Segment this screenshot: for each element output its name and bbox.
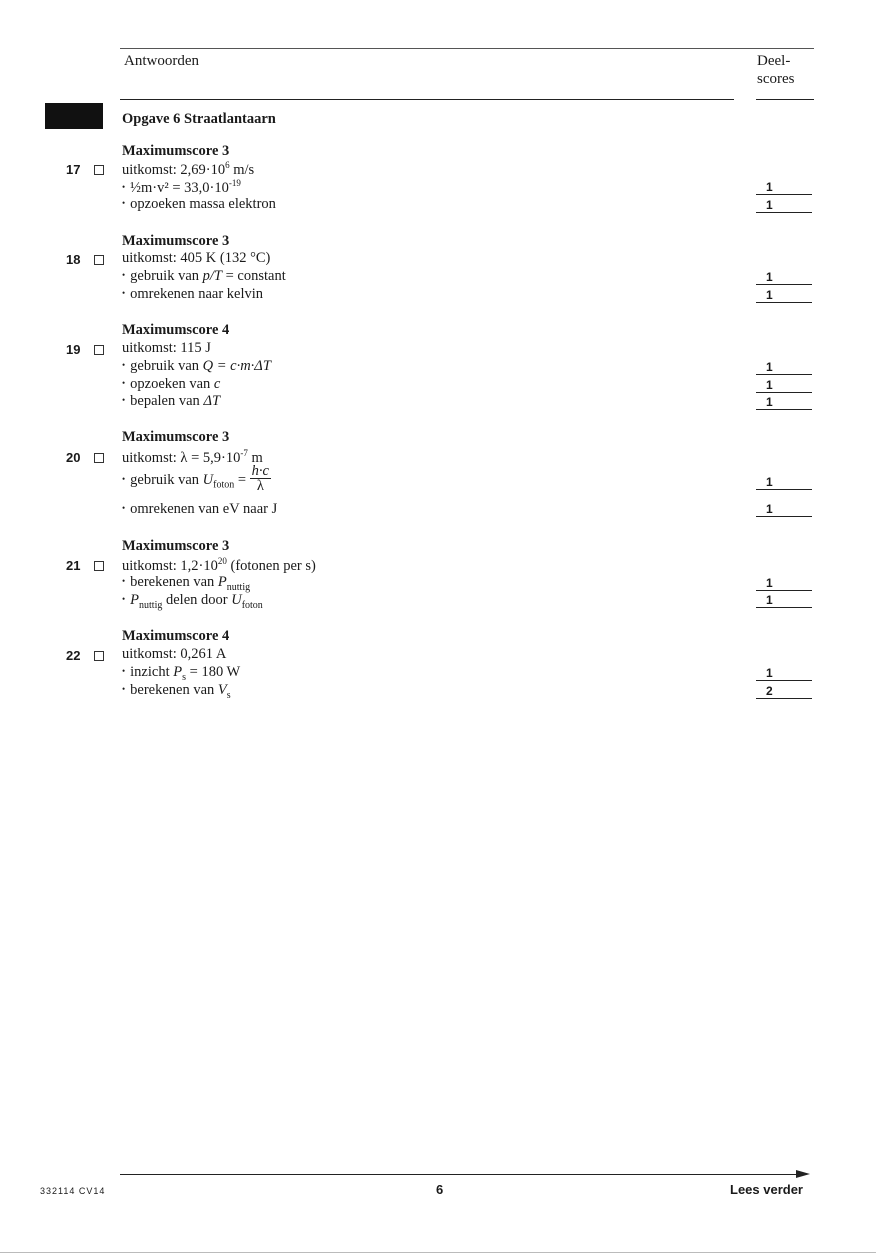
- bullet-21-1: • berekenen van $P_{nuttig}$: [122, 574, 250, 593]
- question-number-20: 20: [66, 450, 81, 465]
- max-score-21: Maximumscore 3: [122, 538, 230, 554]
- header-bottom-rule-right: [756, 99, 814, 100]
- header-deelscores-line1: Deel-: [757, 53, 791, 69]
- header-answers-label: Antwoorden: [124, 53, 199, 69]
- score-17-1: 1: [756, 178, 812, 195]
- score-18-2: 1: [756, 286, 812, 303]
- score-19-1: 1: [756, 358, 812, 375]
- question-number-22: 22: [66, 648, 81, 663]
- checkbox-22[interactable]: [94, 651, 104, 661]
- question-number-18: 18: [66, 252, 81, 267]
- bullet-19-1: • gebruik van Q = c·m·ΔT: [122, 358, 271, 375]
- result-18: uitkomst: 405 K (132 °C): [122, 250, 271, 266]
- max-score-17: Maximumscore 3: [122, 143, 230, 159]
- result-21: uitkomst: $1,2\cdot 10^{20}$ (fotonen per s): [122, 556, 316, 574]
- score-22-2: 2: [756, 682, 812, 699]
- max-score-18: Maximumscore 3: [122, 233, 230, 249]
- max-score-19: Maximumscore 4: [122, 322, 230, 338]
- question-number-21: 21: [66, 558, 81, 573]
- score-17-2: 1: [756, 196, 812, 213]
- section-title: Opgave 6 Straatlantaarn: [122, 111, 276, 127]
- bullet-19-3: • bepalen van ΔT: [122, 393, 220, 410]
- bullet-17-1: • ½m·v² = $33,0\cdot 10^{-19}$: [122, 178, 241, 197]
- header-deelscores-line2: scores: [757, 71, 795, 87]
- score-20-2: 1: [756, 500, 812, 517]
- checkbox-20[interactable]: [94, 453, 104, 463]
- result-17: uitkomst: $2,69\cdot 10^6$ m/s: [122, 160, 255, 178]
- bullet-20-2: • omrekenen van eV naar J: [122, 501, 277, 518]
- section-marker-block: [45, 103, 103, 129]
- bullet-17-2: • opzoeken massa elektron: [122, 196, 276, 213]
- footer-rule: [120, 1174, 800, 1175]
- footer-page-number: 6: [436, 1182, 444, 1197]
- result-22: uitkomst: 0,261 A: [122, 646, 227, 662]
- checkbox-21[interactable]: [94, 561, 104, 571]
- score-21-1: 1: [756, 574, 812, 591]
- page-bottom-edge: [0, 1252, 876, 1253]
- result-19: uitkomst: 115 J: [122, 340, 211, 356]
- max-score-22: Maximumscore 4: [122, 628, 230, 644]
- bullet-19-2: • opzoeken van c: [122, 376, 220, 393]
- bullet-22-1: • inzicht $P_s = 180$ W: [122, 664, 240, 683]
- header-top-rule: [120, 48, 814, 49]
- score-18-1: 1: [756, 268, 812, 285]
- arrow-right-icon: [796, 1170, 810, 1178]
- score-22-1: 1: [756, 664, 812, 681]
- question-number-17: 17: [66, 162, 81, 177]
- bullet-18-2: • omrekenen naar kelvin: [122, 286, 263, 303]
- checkbox-19[interactable]: [94, 345, 104, 355]
- checkbox-18[interactable]: [94, 255, 104, 265]
- bullet-20-1: • gebruik van $U_{foton}$ = $\frac{h\cdot c}{\lambda}$: [122, 466, 271, 495]
- footer-exam-code: 332114 CV14: [40, 1186, 106, 1196]
- bullet-22-2: • berekenen van $V_s$: [122, 682, 231, 701]
- checkbox-17[interactable]: [94, 165, 104, 175]
- score-19-3: 1: [756, 393, 812, 410]
- bullet-21-2: • $P_{nuttig}$ delen door $U_{foton}$: [122, 592, 263, 611]
- result-20: uitkomst: $\lambda = 5,9\cdot 10^{-7}$ m: [122, 448, 263, 466]
- header-bottom-rule: [120, 99, 734, 100]
- score-20-1: 1: [756, 473, 812, 490]
- question-number-19: 19: [66, 342, 81, 357]
- fraction-hc-over-lambda: $\frac{h\cdot c}{\lambda}$: [251, 463, 269, 494]
- max-score-20: Maximumscore 3: [122, 429, 230, 445]
- score-21-2: 1: [756, 591, 812, 608]
- score-19-2: 1: [756, 376, 812, 393]
- bullet-18-1: • gebruik van p/T = constant: [122, 268, 286, 285]
- footer-next-page[interactable]: Lees verder: [730, 1182, 803, 1197]
